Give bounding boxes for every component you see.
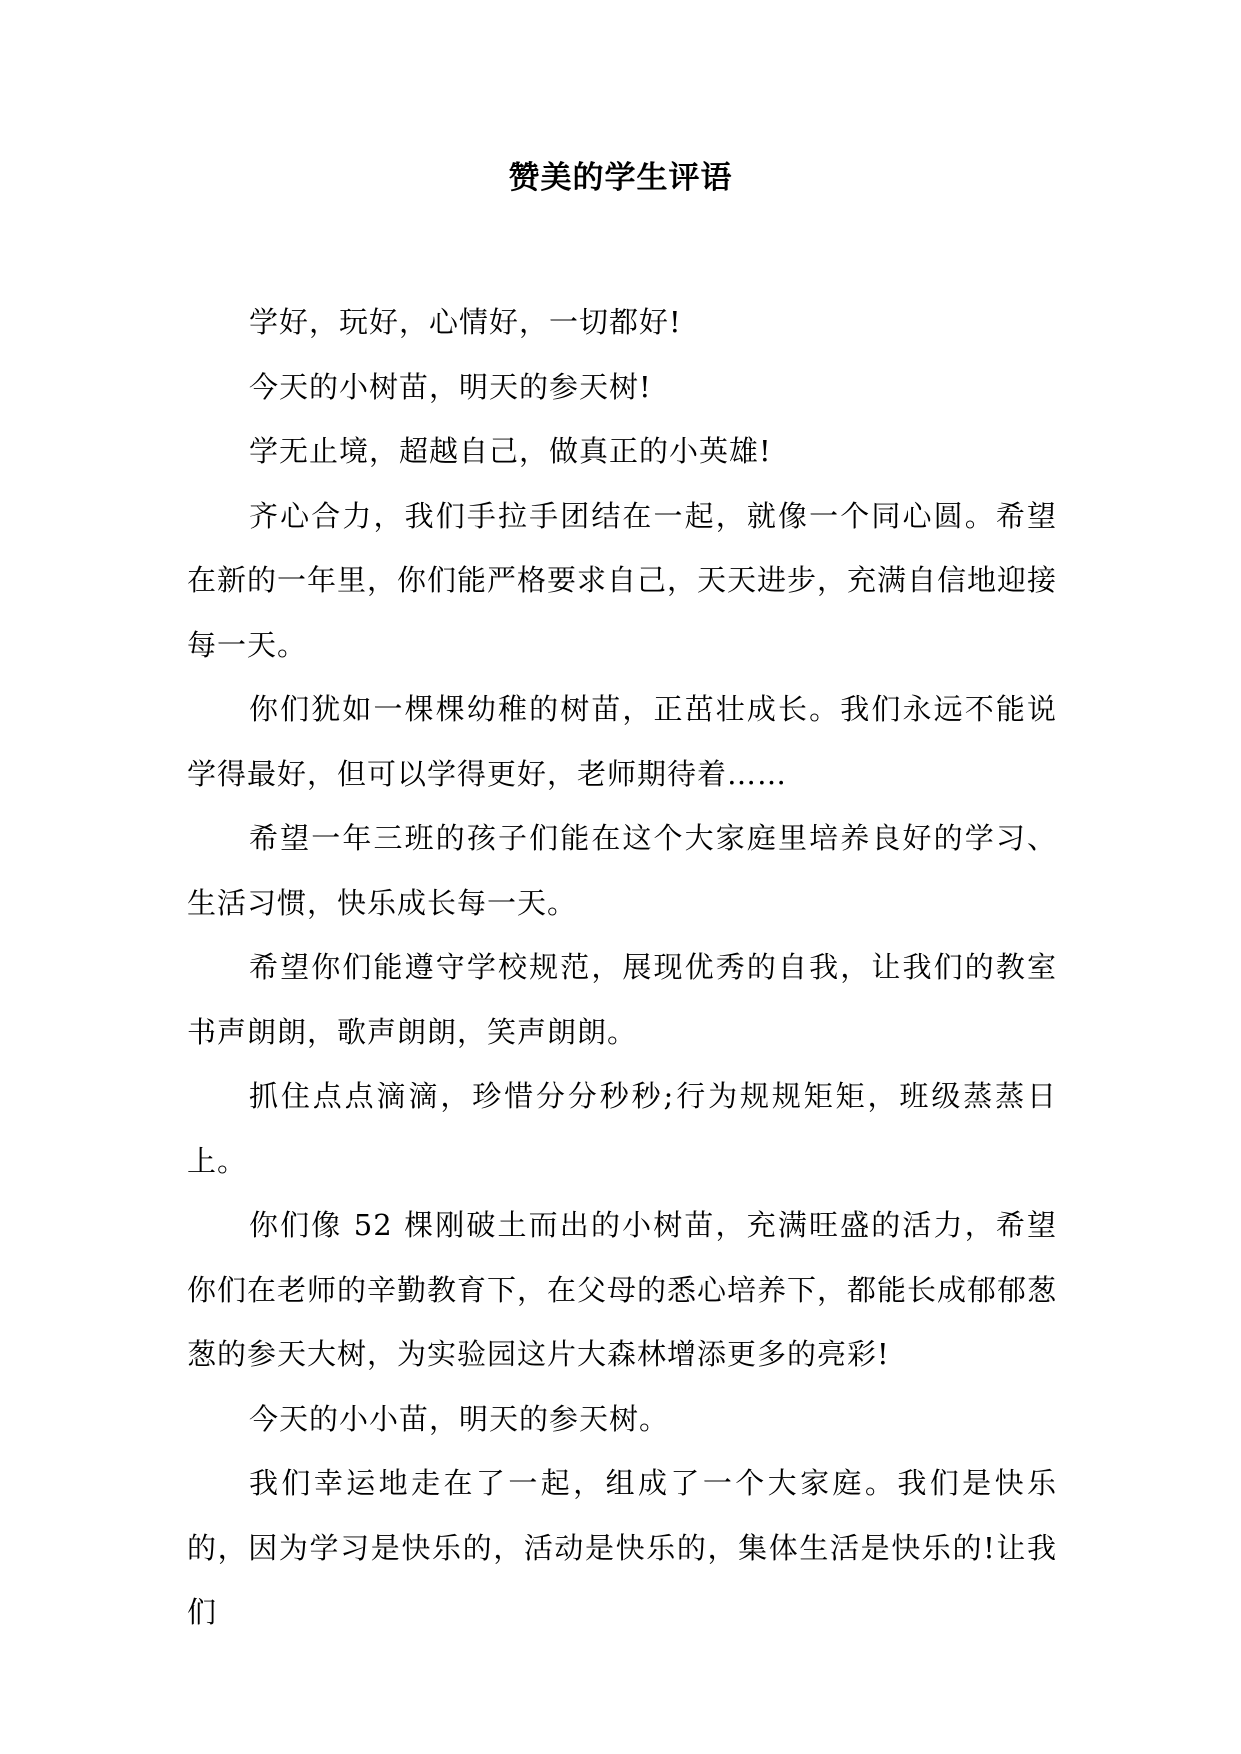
paragraph: 学好，玩好，心情好，一切都好!: [249, 305, 682, 339]
paragraph: 齐心合力，我们手拉手团结在一起，就像一个同心圆。希望在新的一年里，你们能严格要求自己，天天进步，充满自信地迎接每一天。: [187, 498, 1058, 662]
document-title: 赞美的学生评语: [508, 160, 733, 196]
paragraph: 你们像 52 棵刚破土而出的小树苗，充满旺盛的活力，希望你们在老师的辛勤教育下，在父母的悉心培养下，都能长成郁郁葱葱的参天大树，为实验园这片大森林增添更多的亮彩!: [187, 1208, 1058, 1371]
paragraph: 今天的小小苗，明天的参天树。: [249, 1401, 670, 1436]
paragraph: 希望一年三班的孩子们能在这个大家庭里培养良好的学习、生活习惯，快乐成长每一天。: [187, 821, 1057, 920]
paragraph: 今天的小树苗，明天的参天树!: [249, 369, 652, 404]
paragraph: 你们犹如一棵棵幼稚的树苗，正茁壮成长。我们永远不能说学得最好，但可以学得更好，老师期待着……: [187, 692, 1057, 791]
paragraph: 我们幸运地走在了一起，组成了一个大家庭。我们是快乐的，因为学习是快乐的，活动是快乐的，集体生活是快乐的!让我们: [187, 1466, 1057, 1629]
paragraph: 学无止境，超越自己，做真正的小英雄!: [249, 434, 772, 468]
paragraph: 抓住点点滴滴，珍惜分分秒秒;行为规规矩矩，班级蒸蒸日上。: [187, 1079, 1057, 1178]
paragraph: 希望你们能遵守学校规范，展现优秀的自我，让我们的教室书声朗朗，歌声朗朗，笑声朗朗。: [187, 950, 1057, 1049]
document-body: [187, 290, 1057, 1645]
